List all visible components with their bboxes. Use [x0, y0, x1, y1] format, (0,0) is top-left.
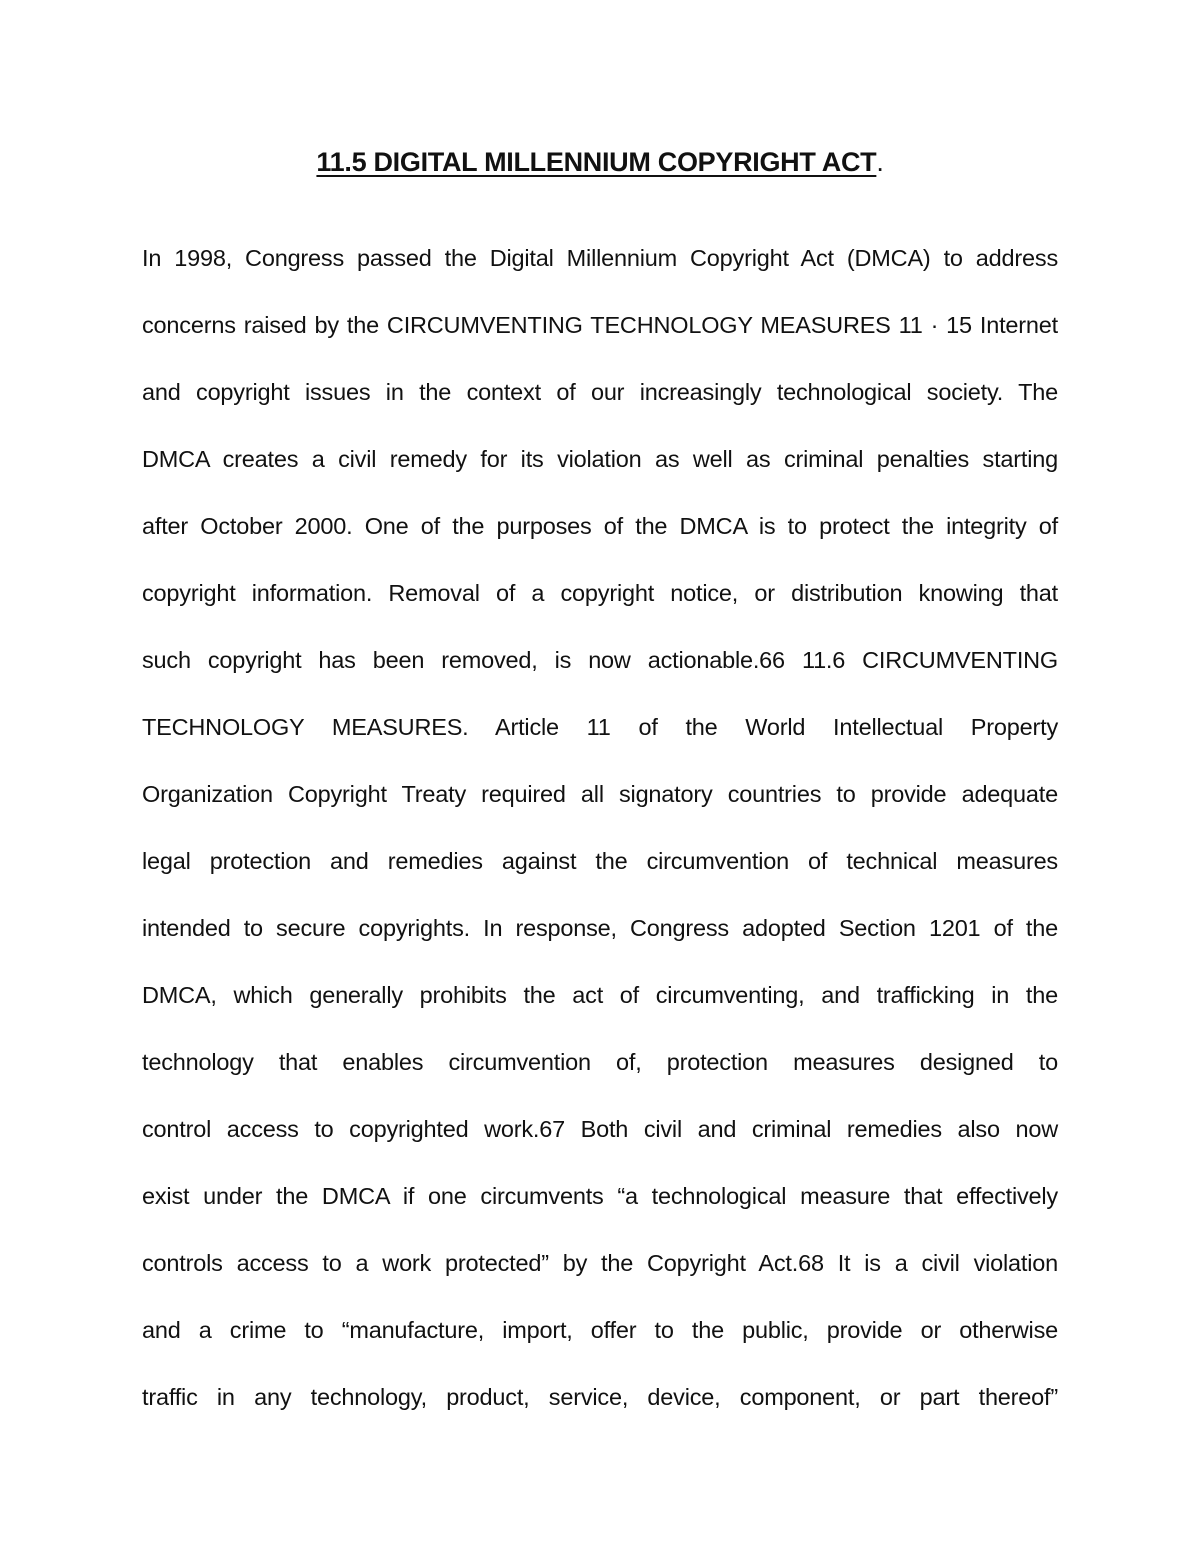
text-line: legal protection and remedies against the circumvention of technical measures [142, 848, 1058, 874]
text-line: control access to copyrighted work.67 Both civil and criminal remedies also now [142, 1116, 1058, 1142]
text-line: concerns raised by the CIRCUMVENTING TECHNOLOGY MEASURES 11 · 15 Internet [142, 312, 1058, 338]
text-line: after October 2000. One of the purposes of the DMCA is to protect the integrity of [142, 513, 1058, 539]
text-line: Organization Copyright Treaty required all signatory countries to provide adequate [142, 781, 1058, 807]
text-line: exist under the DMCA if one circumvents “a technological measure that effectively [142, 1183, 1058, 1209]
text-line: traffic in any technology, product, service, device, component, or part thereof” [142, 1384, 1058, 1410]
text-line: DMCA, which generally prohibits the act of circumventing, and trafficking in the [142, 982, 1058, 1008]
text-line: such copyright has been removed, is now actionable.66 11.6 CIRCUMVENTING [142, 647, 1058, 673]
text-line: technology that enables circumvention of, protection measures designed to [142, 1049, 1058, 1075]
text-line: TECHNOLOGY MEASURES. Article 11 of the World Intellectual Property [142, 714, 1058, 740]
text-line: controls access to a work protected” by the Copyright Act.68 It is a civil violation [142, 1250, 1058, 1276]
text-line: In 1998, Congress passed the Digital Millennium Copyright Act (DMCA) to address [142, 245, 1058, 271]
page-title [0, 142, 1200, 182]
text-line: DMCA creates a civil remedy for its violation as well as criminal penalties starting [142, 446, 1058, 472]
text-line: and a crime to “manufacture, import, offer to the public, provide or otherwise [142, 1317, 1058, 1343]
heading-text: 11.5 DIGITAL MILLENNIUM COPYRIGHT ACT [316, 147, 877, 177]
text-line: and copyright issues in the context of our increasingly technological society. The [142, 379, 1058, 405]
heading-period: . [876, 147, 884, 177]
text-line: copyright information. Removal of a copyright notice, or distribution knowing that [142, 580, 1058, 606]
body-text [142, 238, 1058, 1444]
text-line: intended to secure copyrights. In response, Congress adopted Section 1201 of the [142, 915, 1058, 941]
